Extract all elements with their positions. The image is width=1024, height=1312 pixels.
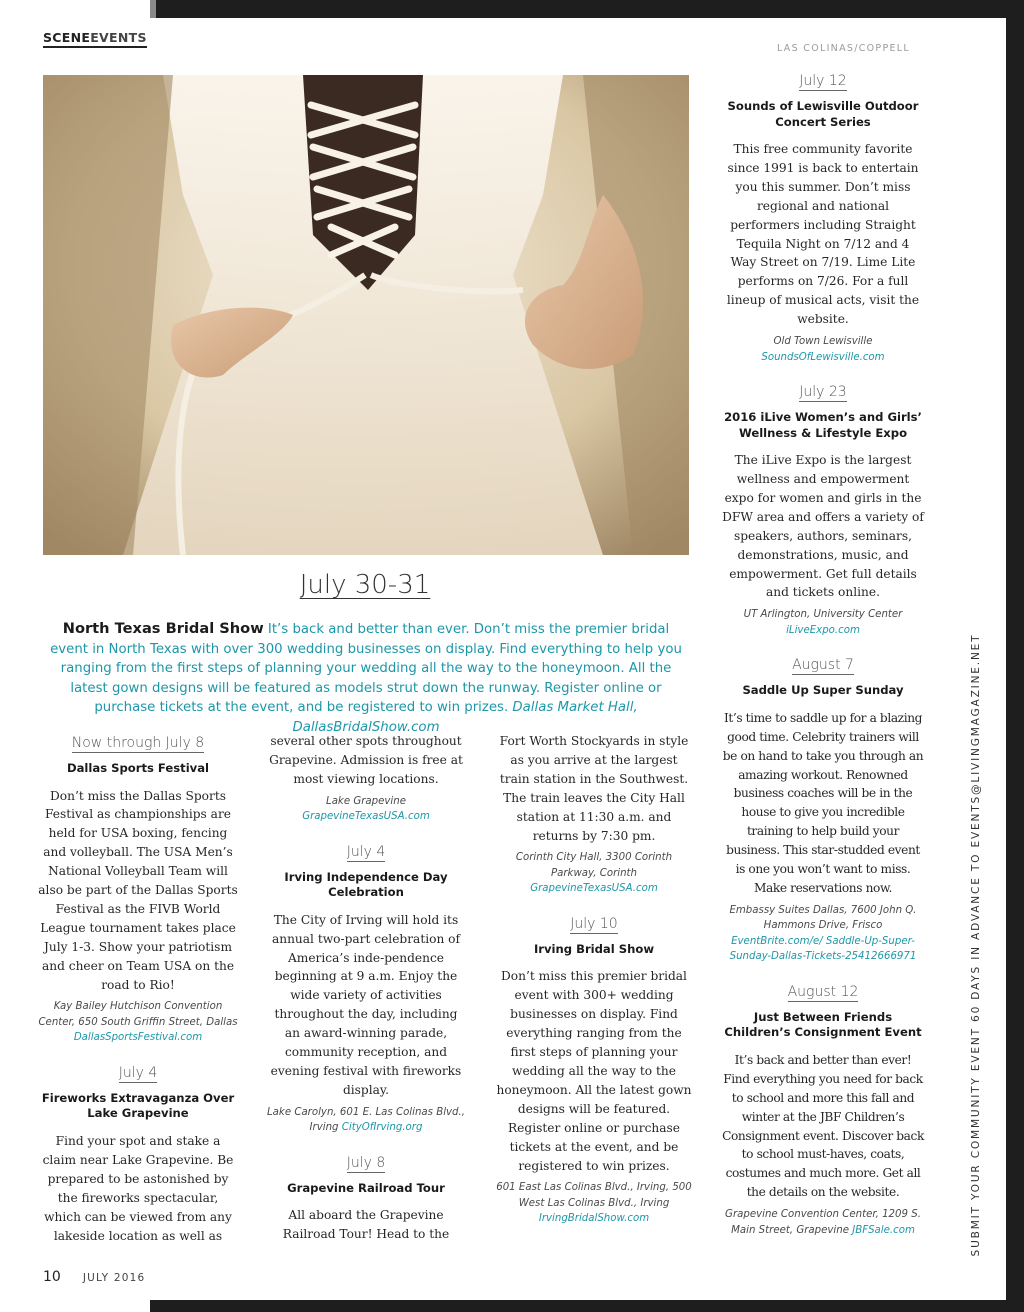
event-link[interactable]: EventBrite.com/e/ Saddle-Up-Super-Sunday-Dallas-Tickets-25412666971	[729, 935, 917, 963]
event-location-text: Grapevine Convention Center, 1209 S. Main Street, Grapevine	[725, 1209, 921, 1236]
event-date: July 23	[799, 384, 847, 401]
submission-note-text: SUBMIT YOUR COMMUNITY EVENT 60 DAYS IN ADVANCE TO EVENTS@LIVINGMAGAZINE.NET	[970, 633, 982, 1257]
event-fireworks-grapevine-cont	[266, 732, 466, 825]
event-title: Saddle Up Super Sunday	[742, 683, 904, 698]
event-date: August 7	[792, 657, 854, 674]
event-location-text: Lake Grapevine	[326, 795, 406, 807]
event-location	[494, 850, 694, 897]
event-link[interactable]: CityOfIrving.org	[341, 1122, 423, 1134]
event-dallas-sports-festival	[38, 732, 238, 1046]
column-3	[494, 732, 694, 1243]
hero-illustration	[43, 75, 689, 555]
event-location	[722, 334, 924, 365]
event-title: Irving Bridal Show	[533, 941, 655, 956]
event-just-between-friends	[722, 981, 924, 1238]
event-link[interactable]: GrapevineTexasUSA.com	[530, 883, 658, 895]
feature-title: North Texas Bridal Show	[62, 620, 264, 637]
event-date: July 4	[346, 843, 386, 860]
column-4	[722, 70, 924, 1254]
event-date: Now through July 8	[71, 735, 205, 751]
event-location-text: Lake Carolyn, 601 E. Las Colinas Blvd., Irving	[267, 1106, 465, 1134]
event-location-text: Kay Bailey Hutchison Convention Center, 650 South Griffin Street, Dallas	[38, 1001, 238, 1028]
event-body: All aboard the Grapevine Railroad Tour! Head to the	[282, 1208, 450, 1242]
event-body: The City of Irving will hold its annual two-part celebration of America’s inde-pendence beginning at 9 a.m. Enjoy the wide variety of activities throughout the day, including an award-winning parade, community reception, and evening festival with fireworks display.	[270, 912, 462, 1097]
event-location-text: Old Town Lewisville	[773, 336, 873, 348]
event-fireworks-grapevine	[38, 1062, 238, 1245]
event-body: Fort Worth Stockyards in style as you arrive at the largest train station in the Southwest. The train leaves the City Hall station at 11:30 a.m. and returns by 7:30 pm.	[499, 734, 689, 843]
feature-location: Dallas Market Hall, DallasBridalShow.com	[292, 700, 638, 735]
event-body: It’s back and better than ever! Find everything you need for back to school and more this fall and winter at the JBF Children’s Consignment event. Discover back to school must-haves, coats, costumes and much more. Get all the details on the website.	[722, 1052, 924, 1200]
event-saddle-up-super-sunday	[722, 654, 924, 965]
event-title: Dallas Sports Festival	[66, 761, 210, 775]
event-title: 2016 iLive Women’s and Girls’ Wellness & Lifestyle Expo	[724, 410, 922, 440]
issue-label: JULY 2016	[82, 1272, 146, 1284]
event-title: Irving Independence Day Celebration	[284, 869, 448, 900]
event-link[interactable]: DallasSportsFestival.com	[73, 1032, 203, 1044]
event-location	[722, 903, 924, 965]
frame-right-bar	[1006, 0, 1024, 1312]
event-title: Fireworks Extravaganza Over Lake Grapevine	[41, 1090, 235, 1121]
feature-block	[44, 619, 688, 738]
event-irving-bridal-show	[494, 913, 694, 1227]
event-link[interactable]: JBFSale.com	[852, 1224, 915, 1236]
event-location	[266, 794, 466, 825]
event-sounds-of-lewisville	[722, 70, 924, 365]
event-location	[722, 1207, 924, 1238]
column-1	[38, 732, 238, 1261]
event-location	[266, 1105, 466, 1136]
submission-note	[966, 633, 986, 1257]
event-grapevine-railroad-cont	[494, 732, 694, 897]
event-body: Don’t miss the Dallas Sports Festival as championships are held for USA boxing, fencing and volleyball. The USA Men’s National Volleyball Team will also be part of the Dallas Sports Festival as the FIVB World League tournament takes place July 1-3. Show your patriotism and cheer on Team USA on the road to Rio!	[38, 788, 238, 992]
region-label: LAS COLINAS/COPPELL	[777, 43, 910, 54]
event-location	[38, 999, 238, 1046]
event-link[interactable]: SoundsOfLewisville.com	[761, 351, 885, 363]
page-number: 10	[43, 1269, 61, 1285]
feature-text: It’s back and better than ever. Don’t miss the premier bridal event in North Texas with over 300 wedding businesses on display. Find everything to help you ranging from the first steps of planning your wedding all the way to the honeymoon. All the latest gown designs will be featured as models strut down the runway. Register online or purchase tickets at the event, and be registered to win prizes.	[50, 622, 682, 716]
event-body: Find your spot and stake a claim near Lake Grapevine. Be prepared to be astonished by the fireworks spectacular, which can be viewed from any lakeside location as well as	[42, 1133, 234, 1243]
event-body: several other spots throughout Grapevine. Admission is free at most viewing locations.	[269, 734, 463, 786]
event-link[interactable]: iLiveExpo.com	[786, 624, 860, 636]
event-date: July 4	[118, 1064, 158, 1081]
section-tag-rest: EVENTS	[90, 30, 147, 45]
frame-top-bar	[156, 0, 1024, 18]
event-link[interactable]: IrvingBridalShow.com	[538, 1213, 650, 1225]
event-ilive-expo	[722, 381, 924, 638]
event-location	[722, 607, 924, 638]
event-title: Just Between Friends Children’s Consignment Event	[724, 1009, 922, 1040]
event-body: It’s time to saddle up for a blazing good time. Celebrity trainers will be on hand to take you through an amazing workout. Renowned business coaches will be in the house to give you incredible training to help build your business. This star-studded event is one you won’t want to miss. Make reservations now.	[722, 710, 924, 895]
page-footer	[43, 1266, 145, 1285]
event-date: July 12	[799, 73, 847, 89]
feature-date: July 30-31	[299, 570, 431, 600]
event-date: August 12	[787, 983, 859, 1000]
event-location-text: Corinth City Hall, 3300 Corinth Parkway, Corinth	[515, 852, 673, 879]
event-body: This free community favorite since 1991 is back to entertain you this summer. Don’t miss regional and national performers including Straight Tequila Night on 7/12 and 4 Way Street on 7/19. Lime Lite performs on 7/26. For a full lineup of musical acts, visit the website.	[726, 142, 920, 327]
bride-corset-photo	[43, 75, 689, 555]
frame-bottom-bar	[150, 1300, 1024, 1312]
section-tag-bold: SCENE	[43, 30, 91, 45]
event-body: Don’t miss this premier bridal event with 300+ wedding businesses on display. Find everything ranging from the first steps of planning your wedding all the way to the honeymoon. All the latest gown designs will be featured. Register online or purchase tickets at the event, and be registered to win prizes.	[496, 969, 692, 1173]
event-location-text: 601 East Las Colinas Blvd., Irving, 500 West Las Colinas Blvd., Irving	[496, 1182, 692, 1209]
event-link[interactable]: GrapevineTexasUSA.com	[302, 811, 430, 823]
event-location-text: Embassy Suites Dallas, 7600 John Q. Hammons Drive, Frisco	[729, 904, 917, 932]
event-title: Sounds of Lewisville Outdoor Concert Series	[727, 99, 919, 129]
event-grapevine-railroad	[266, 1152, 466, 1244]
section-tag	[43, 30, 147, 48]
event-title: Grapevine Railroad Tour	[287, 1180, 445, 1195]
event-location-text: UT Arlington, University Center	[743, 609, 903, 621]
event-date: July 8	[346, 1154, 386, 1171]
event-irving-independence-day	[266, 841, 466, 1136]
event-date: July 10	[570, 915, 618, 932]
column-2	[266, 732, 466, 1260]
event-location	[494, 1180, 694, 1227]
event-body: The iLive Expo is the largest wellness and empowerment expo for women and girls in the DFW area and offers a variety of speakers, authors, seminars, demonstrations, music, and empowerment. Get full details and tickets online.	[722, 453, 924, 600]
frame-corner-mark	[150, 0, 156, 18]
